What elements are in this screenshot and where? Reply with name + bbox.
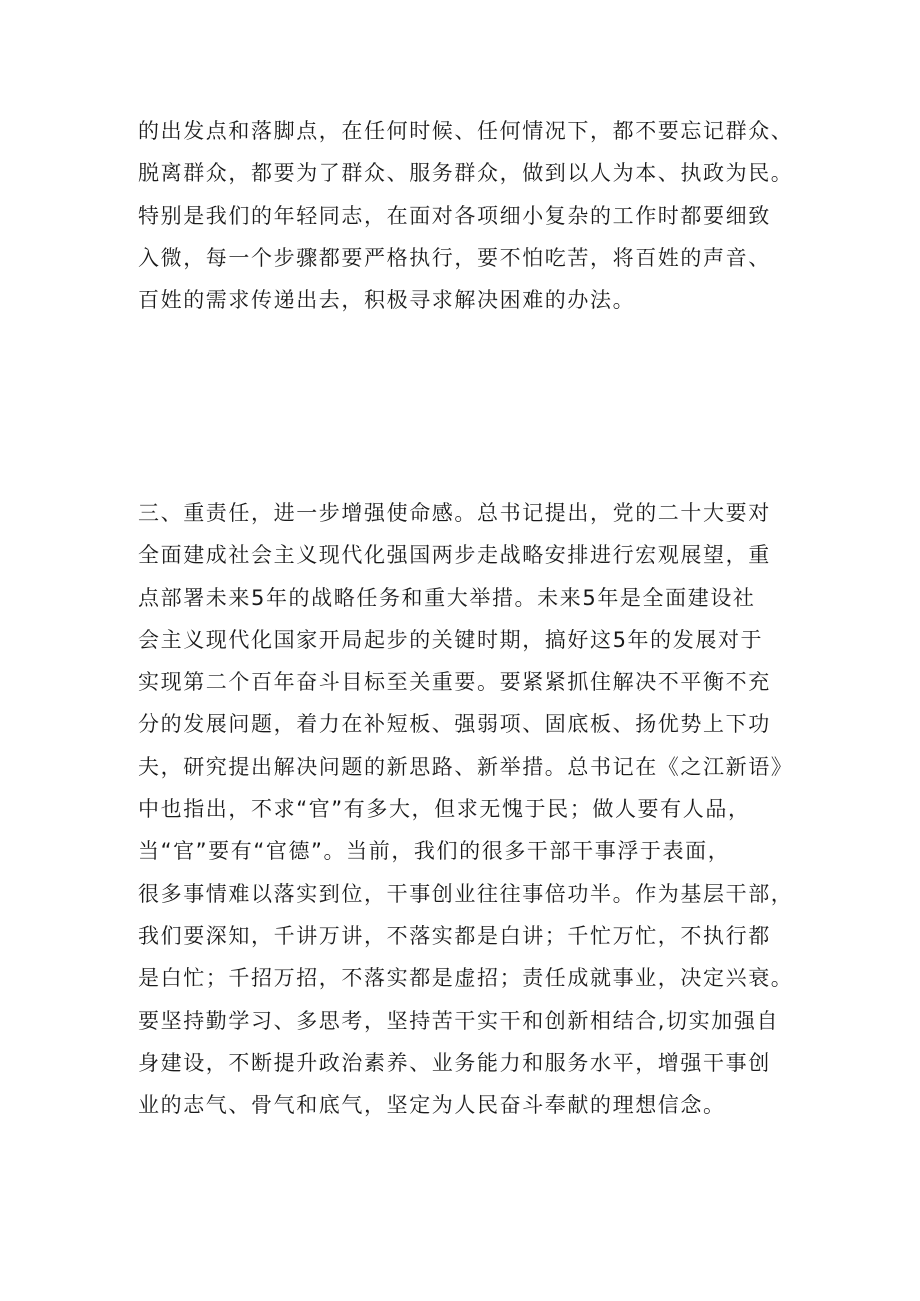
text-line: 业的志气、骨气和底气，坚定为人民奋斗奉献的理想信念。 — [138, 1093, 726, 1118]
text-line: 很多事情难以落实到位，干事创业往往事倍功半。作为基层干部， — [138, 881, 794, 906]
text-line: 百姓的需求传递出去，积极寻求解决困难的办法。 — [138, 288, 636, 313]
paragraph-section-three — [138, 492, 818, 1126]
text-line: 三、重责任，进一步增强使命感。总书记提出，党的二十大要对 — [138, 501, 771, 525]
text-line: 夫，研究提出解决问题的新思路、新举措。总书记在《之江新语》 — [138, 754, 794, 779]
text-line: 我们要深知，千讲万讲，不落实都是白讲；千忙万忙，不执行都 — [138, 923, 771, 948]
text-line: 中也指出，不求“官”有多大，但求无愧于民；做人要有人品， — [138, 797, 751, 822]
text-line: 要坚持勤学习、多思考，坚持苦干实干和创新相结合,切实加强自 — [138, 1008, 780, 1033]
text-line: 实现第二个百年奋斗目标至关重要。要紧紧抓住解决不平衡不充 — [138, 670, 771, 695]
text-line: 身建设，不断提升政治素养、业务能力和服务水平，增强干事创 — [138, 1050, 771, 1075]
text-line: 分的发展问题，着力在补短板、强弱项、固底板、扬优势上下功 — [138, 712, 771, 737]
text-line: 的出发点和落脚点，在任何时候、任何情况下，都不要忘记群众、 — [138, 119, 794, 143]
text-line: 点部署未来5年的战略任务和重大举措。未来5年是全面建设社 — [138, 585, 756, 610]
text-line: 是白忙；千招万招，不落实都是虚招；责任成就事业，决定兴衰。 — [138, 966, 794, 991]
text-line: 会主义现代化国家开局起步的关键时期，搞好这5年的发展对于 — [138, 627, 764, 652]
text-line: 全面建成社会主义现代化强国两步走战略安排进行宏观展望，重 — [138, 543, 771, 568]
paragraph-continuation — [138, 110, 818, 321]
text-line: 脱离群众，都要为了群众、服务群众，做到以人为本、执政为民。 — [138, 161, 794, 186]
text-line: 特别是我们的年轻同志，在面对各项细小复杂的工作时都要细致 — [138, 203, 771, 228]
text-line: 入微，每一个步骤都要严格执行，要不怕吃苦，将百姓的声音、 — [138, 245, 771, 270]
text-line: 当“官”要有“官德”。当前，我们的很多干部干事浮于表面， — [138, 839, 731, 864]
